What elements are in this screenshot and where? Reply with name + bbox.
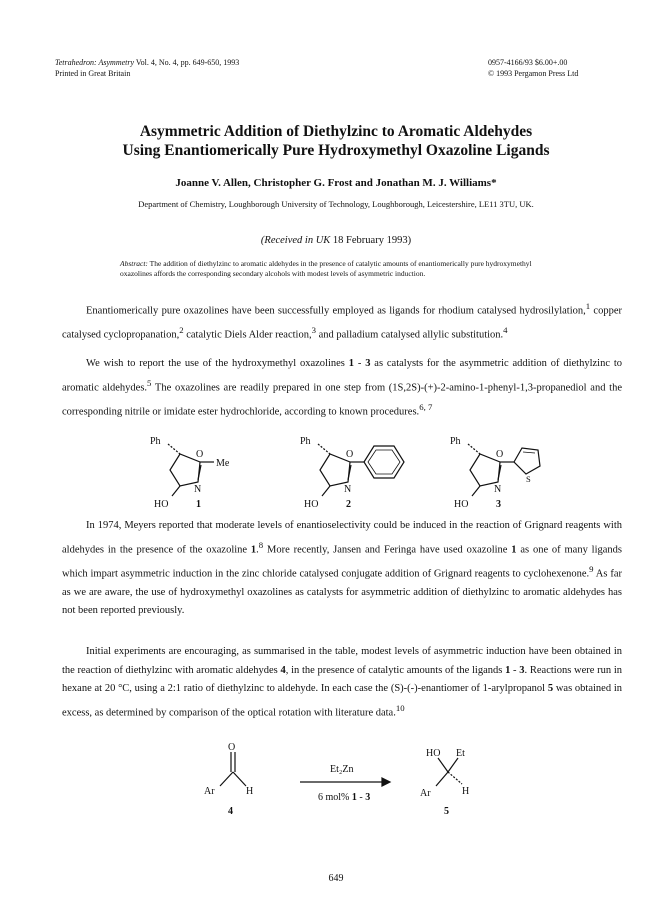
p3-text-e: As far as we are aware, the use of hydroxymethyl oxazolines as catalysts for asymmetric addition of diethylzinc to aromatic aldehydes has not been reported previously. xyxy=(62,568,622,616)
h-label: H xyxy=(246,786,254,797)
authors: Joanne V. Allen, Christopher G. Frost and Jonathan M. J. Williams* xyxy=(175,177,497,189)
ph-label: Ph xyxy=(300,436,311,447)
printed-note: Printed in Great Britain xyxy=(55,69,131,78)
title-line-1: Asymmetric Addition of Diethylzinc to Aromatic Aldehydes xyxy=(139,123,533,140)
received-country: UK xyxy=(315,235,331,246)
reagent-label: Et₂Zn xyxy=(330,764,354,775)
p2-text-a: We wish to report the use of the hydroxymethyl oxazolines xyxy=(86,358,349,369)
o-label: O xyxy=(196,449,204,460)
o-label: O xyxy=(228,742,236,753)
ref-9: 9 xyxy=(589,563,594,574)
title-line-2: Using Enantiomerically Pure Hydroxymethyl Oxazoline Ligands xyxy=(122,142,550,159)
oxazoline-ligand-3 xyxy=(468,444,540,496)
p3-text-d: as one of many ligands which impart asymmetric induction in the zinc chloride catalysed conjugate addition of Grignard reagents to cyclohexenone. xyxy=(62,544,623,579)
ref-4: 4 xyxy=(503,325,508,335)
p3-text-b: . xyxy=(256,544,259,555)
compound-number-1: 1 xyxy=(196,499,201,510)
compound-ref: 3 xyxy=(519,664,525,676)
copyright: © 1993 Pergamon Press Ltd xyxy=(488,69,579,78)
ref-6-7: 6, 7 xyxy=(419,401,433,412)
me-label: Me xyxy=(216,458,230,469)
aldehyde-structure xyxy=(220,752,246,786)
ho-label: HO xyxy=(154,499,169,510)
compound-ref: 3 xyxy=(365,792,371,803)
issn: 0957-4166/93 $6.00+.00 xyxy=(488,58,568,67)
ref-1: 1 xyxy=(585,301,591,311)
ho-label: HO xyxy=(454,499,469,510)
abstract xyxy=(120,259,552,278)
oxazoline-ligand-1 xyxy=(168,444,214,496)
ph-label: Ph xyxy=(450,436,461,447)
received-post: 1993) xyxy=(386,235,412,246)
abstract-label: Abstract: xyxy=(120,259,148,268)
compound-ref: 1 xyxy=(511,544,517,555)
p2-text-c: as catalysts for the asymmetric addition of diethylzinc to aromatic aldehydes. xyxy=(62,358,623,393)
p4-text-c: - xyxy=(510,664,520,676)
reaction-scheme xyxy=(200,738,540,848)
ho-label: HO xyxy=(304,499,319,510)
et-label: Et xyxy=(456,748,465,759)
o-label: O xyxy=(346,449,354,460)
compound-ref: 3 xyxy=(365,358,371,369)
n-label: N xyxy=(494,484,502,495)
conditions-pre: 6 mol% xyxy=(318,792,352,803)
citation: Vol. 4, No. 4, pp. 649-650, 1993 xyxy=(135,58,240,67)
ref-3: 3 xyxy=(311,325,316,335)
ph-label: Ph xyxy=(150,436,161,447)
conditions-label xyxy=(318,792,370,803)
compound-ref: 1 xyxy=(250,544,257,555)
p4-text-a: Initial experiments are encouraging, as summarised in the table, modest levels of asymmetric induction have been obtained in the reaction of diethylzinc with aromatic aldehydes xyxy=(62,646,622,676)
compound-ref: 1 xyxy=(351,792,357,803)
compound-number-3: 3 xyxy=(496,499,501,510)
p2-text-d: The oxazolines are readily prepared in one step from (1S,2S)-(+)-2-amino-1-phenyl-1,3-propanediol and the corresponding nitrile or imidate ester hydrochloride, according to known procedures. xyxy=(62,382,622,417)
p3-text-c: More recently, Jansen and Feringa have used oxazoline xyxy=(263,544,512,555)
p2-text-b: - xyxy=(354,358,366,369)
ho-label: HO xyxy=(426,748,441,759)
p4-text-e: was obtained in excess, as determined by comparison of the optical rotation with literature data. xyxy=(62,683,622,718)
abstract-text: The addition of diethylzinc to aromatic aldehydes in the presence of catalytic amounts of enantiomerically pure hydroxymethyl oxazolines affords the corresponding secondary alcohols with modest levels of asymmetric induction. xyxy=(120,259,532,278)
p1-text-c: catalytic Diels Alder reaction, xyxy=(183,329,312,341)
o-label: O xyxy=(496,449,504,460)
affiliation: Department of Chemistry, Loughborough University of Technology, Loughborough, Leicestershire, LE11 3TU, UK. xyxy=(138,199,534,209)
ar-label: Ar xyxy=(204,786,215,797)
received-pre: (Received in xyxy=(260,235,314,246)
ref-5: 5 xyxy=(147,377,152,388)
compound-ref: 5 xyxy=(547,683,554,694)
p1-text-a: Enantiomerically pure oxazolines have been successfully employed as ligands for rhodium catalysed hydrosilylation, xyxy=(86,305,586,317)
compound-number-2: 2 xyxy=(346,499,351,510)
compound-ref: 1 xyxy=(348,358,354,369)
ligand-structures xyxy=(110,432,610,512)
p3-text-a: In 1974, Meyers reported that moderate levels of enantioselectivity could be induced in the reaction of Grignard reagents with aldehydes in the presence of the oxazoline xyxy=(62,520,622,555)
received-date xyxy=(0,235,672,246)
compound-number-4: 4 xyxy=(228,806,233,817)
p4-text-d: . Reactions were run in hexane at 20 °C, using a 2:1 ratio of diethylzinc to aldehyde. In each case the (S)-(-)-enantiomer of 1-arylpropanol xyxy=(62,664,623,694)
compound-number-5: 5 xyxy=(444,806,449,817)
page-number: 649 xyxy=(328,873,344,884)
paragraph-2 xyxy=(62,355,622,422)
p4-text-b: , in the presence of catalytic amounts of the ligands xyxy=(285,664,506,676)
compound-ref: 4 xyxy=(280,664,286,676)
paragraph-3 xyxy=(62,517,622,621)
product-structure xyxy=(436,758,462,786)
p1-text-b: copper catalysed cyclopropanation, xyxy=(62,305,622,341)
journal-header xyxy=(55,57,239,79)
compound-ref: 1 xyxy=(505,664,511,676)
paragraph-4 xyxy=(62,643,622,723)
ref-8: 8 xyxy=(258,539,264,550)
n-label: N xyxy=(194,484,202,495)
paper-title xyxy=(0,122,672,160)
oxazoline-ligand-2 xyxy=(318,444,404,496)
s-label: S xyxy=(526,474,531,484)
p1-text-d: and palladium catalysed allylic substitution. xyxy=(315,329,504,341)
ref-2: 2 xyxy=(179,325,184,335)
conditions-mid: - xyxy=(356,792,366,803)
ar-label: Ar xyxy=(420,788,431,799)
n-label: N xyxy=(344,484,352,495)
ref-10: 10 xyxy=(395,702,405,713)
journal-name: Tetrahedron: Asymmetry xyxy=(55,58,135,67)
h-label: H xyxy=(462,786,470,797)
publisher-header xyxy=(488,57,578,79)
paragraph-1 xyxy=(62,297,622,345)
received-date-value: 18 February xyxy=(332,235,384,246)
